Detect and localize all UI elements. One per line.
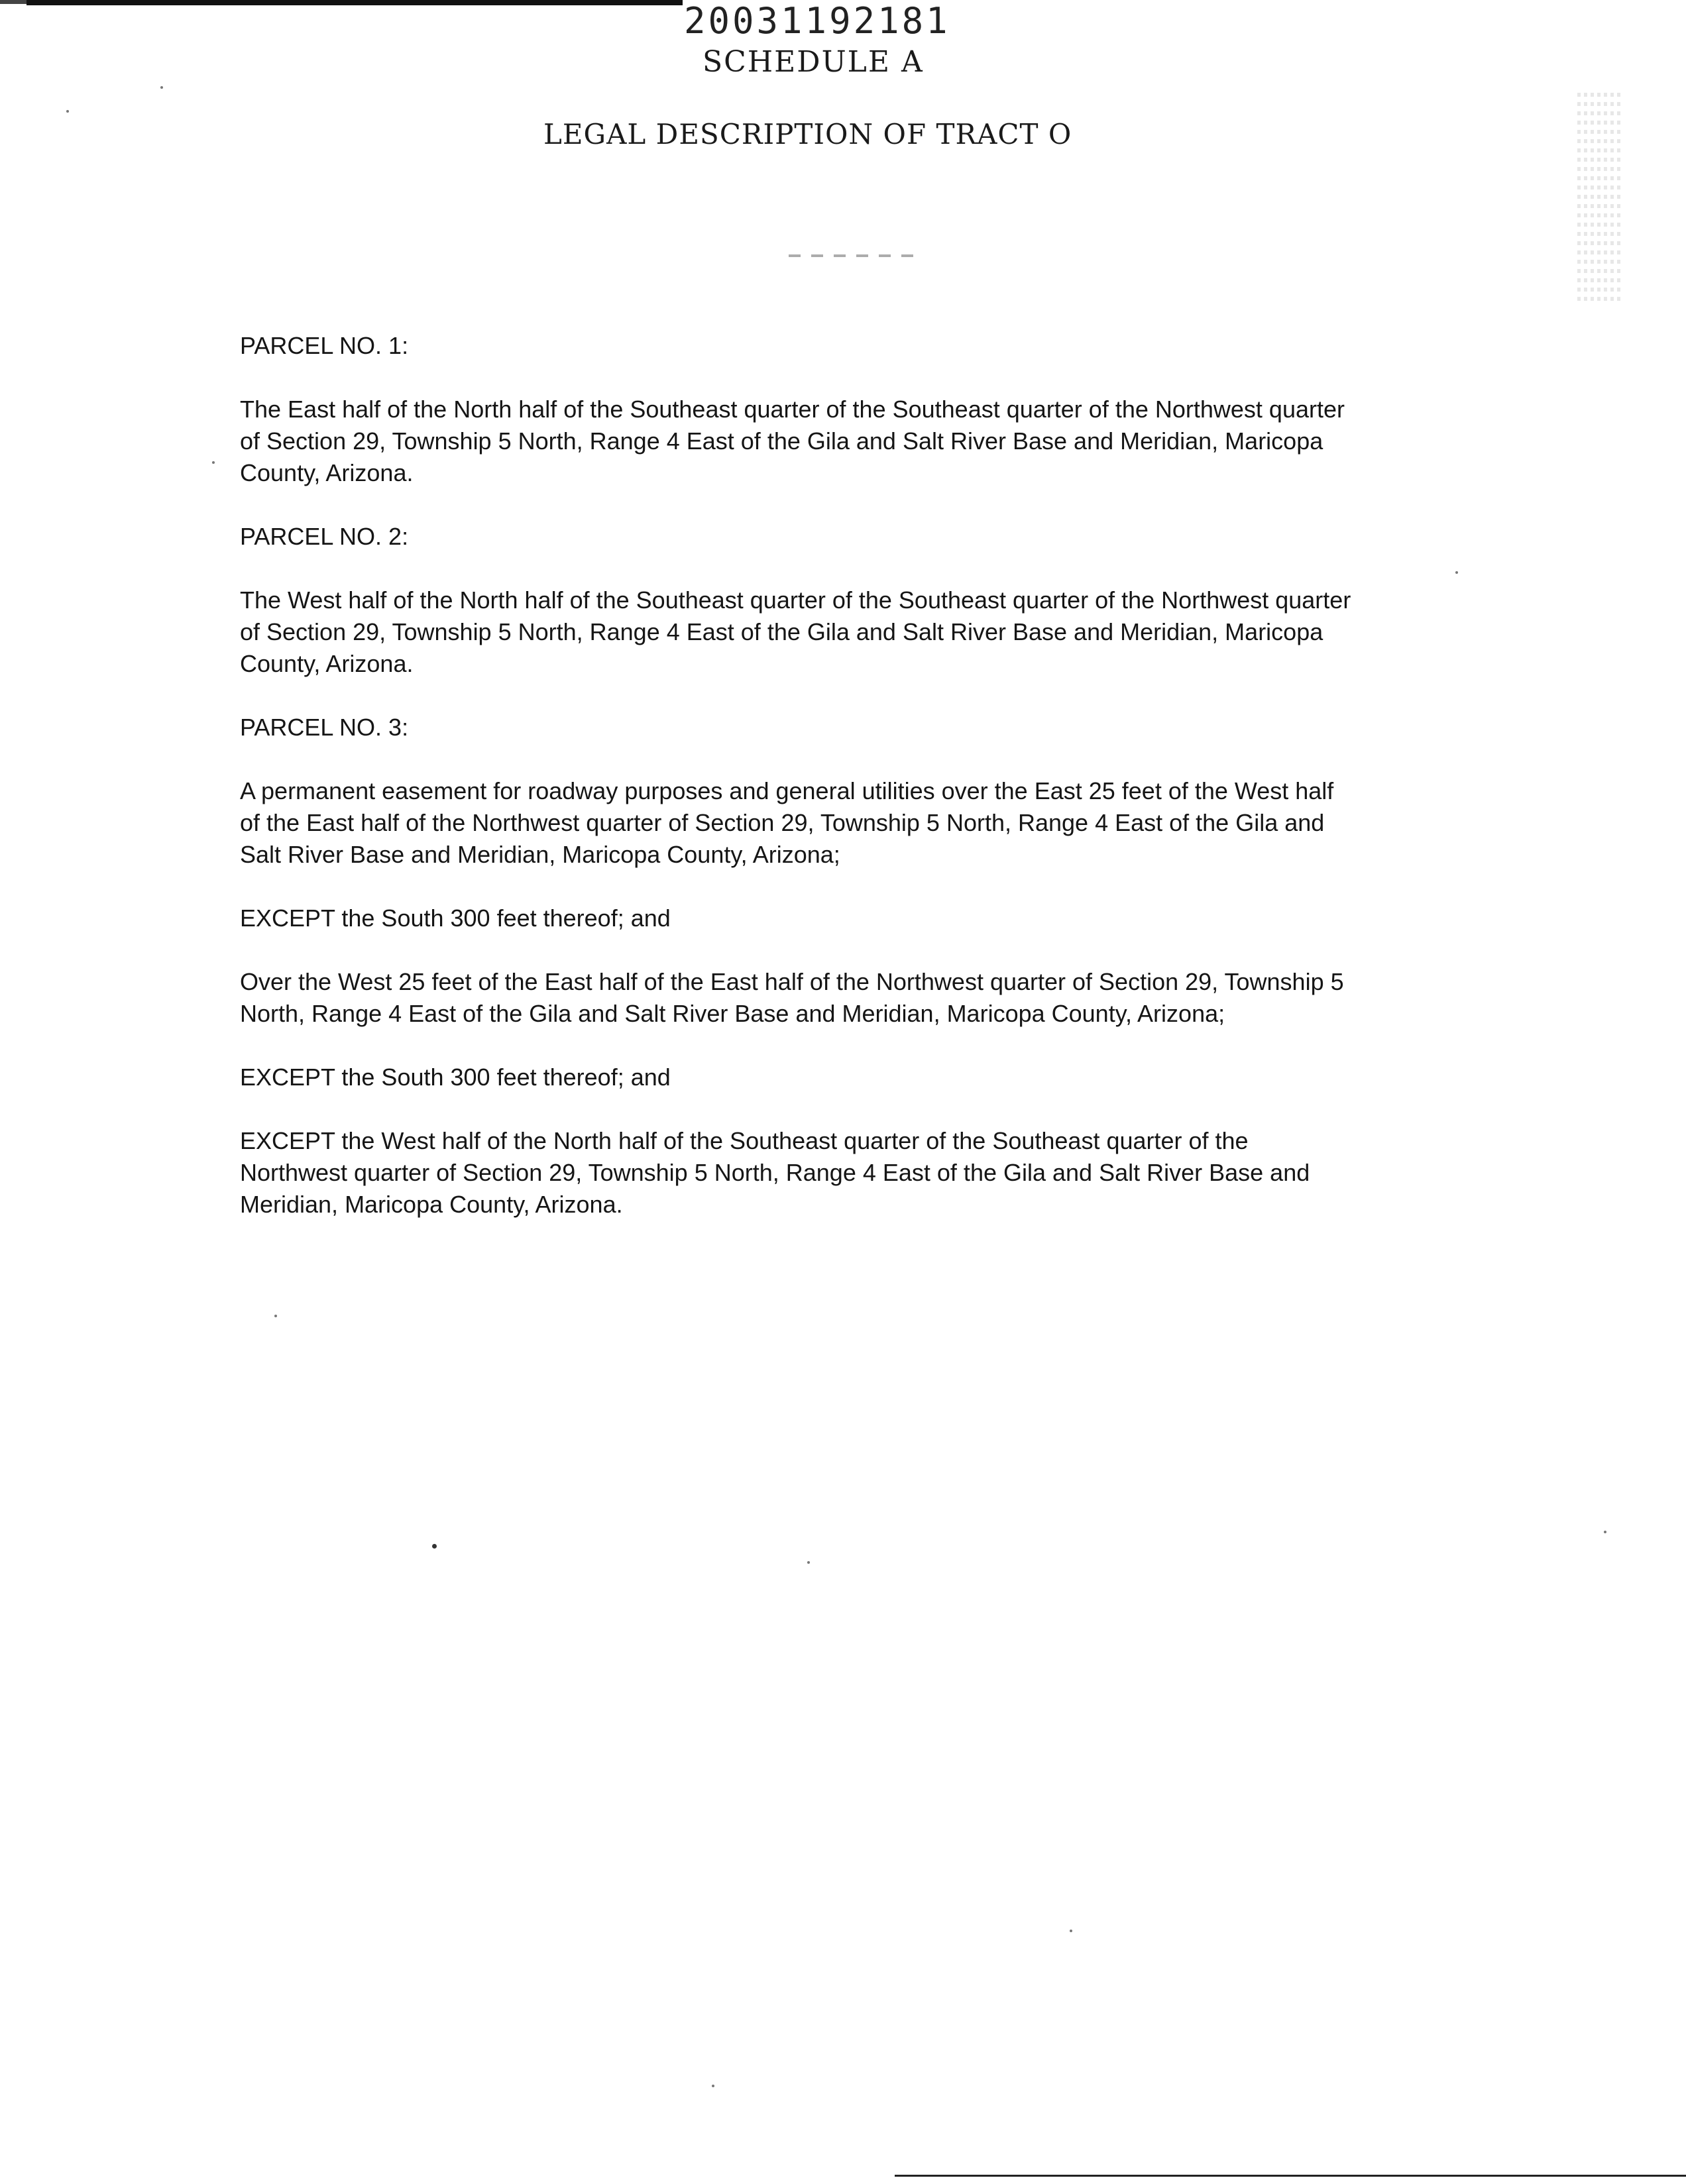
scan-speck (432, 1544, 437, 1549)
parcel-3-exception-west-half: EXCEPT the West half of the North half of the Southeast quarter of the Southeast quarter of the Northwest quarter of Section 29, Township 5 North, Range 4 East of the Gila and Salt River Base and Meridian, Maricopa County, Arizona. (240, 1127, 1310, 1218)
parcel-3-exception-south-300-feet: EXCEPT the South 300 feet thereof; and (240, 904, 671, 932)
scan-speck (212, 461, 215, 464)
scan-speck (712, 2085, 714, 2087)
schedule-title: SCHEDULE A (702, 45, 924, 79)
faint-underline-mark (789, 254, 921, 257)
parcel-3-heading: PARCEL NO. 3: (240, 714, 409, 741)
parcel-2-heading: PARCEL NO. 2: (240, 523, 409, 550)
parcel-1-heading: PARCEL NO. 1: (240, 332, 409, 359)
scan-speck (160, 86, 163, 89)
scan-speck (274, 1315, 277, 1317)
scan-speck (807, 1561, 810, 1564)
parcel-1-description: The East half of the North half of the Southeast quarter of the Southeast quarter of the Northwest quarter of Section 29, Township 5 North, Range 4 East of the Gila and Salt River Base and Meridian, Maricopa County, Arizona. (240, 396, 1345, 486)
parcel-3-easement-east-25-feet: A permanent easement for roadway purposes and general utilities over the East 25 feet of the West half of the East half of the Northwest quarter of Section 29, Township 5 North, Range 4 East of the Gila and Salt River Base and Meridian, Maricopa County, Arizona; (240, 777, 1334, 868)
margin-stamp-artifact (1577, 93, 1624, 305)
legal-description-body (240, 330, 1512, 1252)
bottom-scan-rule (895, 2175, 1686, 2177)
scan-speck (66, 110, 69, 113)
legal-description-heading: LEGAL DESCRIPTION OF TRACT O (543, 118, 1072, 150)
parcel-2-description: The West half of the North half of the Southeast quarter of the Southeast quarter of the Northwest quarter of Section 29, Township 5 North, Range 4 East of the Gila and Salt River Base and Meridian, Maricopa County, Arizona. (240, 586, 1351, 677)
recording-number: 20031192181 (684, 0, 950, 42)
top-scan-rule (27, 0, 683, 5)
scan-speck (1604, 1531, 1606, 1533)
scan-speck (1070, 1930, 1072, 1932)
parcel-3-exception-south-300-feet-2: EXCEPT the South 300 feet thereof; and (240, 1064, 671, 1091)
parcel-3-easement-west-25-feet: Over the West 25 feet of the East half of the East half of the Northwest quarter of Section 29, Township 5 North, Range 4 East of the Gila and Salt River Base and Meridian, Maricopa County, Arizona; (240, 968, 1344, 1027)
